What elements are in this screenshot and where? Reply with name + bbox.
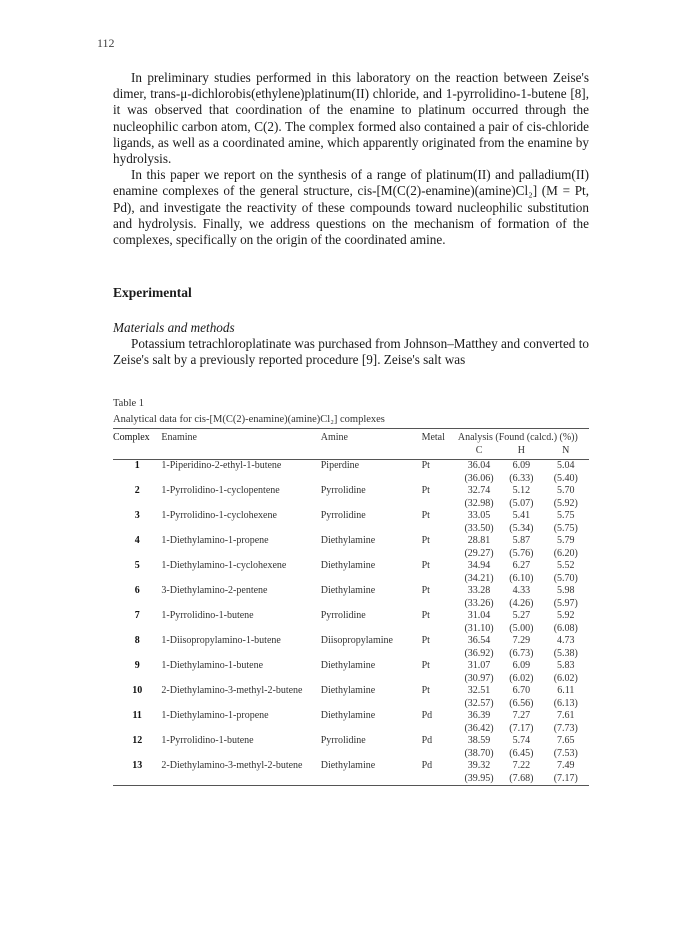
table-row-calculated	[113, 473, 589, 486]
nitrogen-calculated-cell: (6.02)	[553, 672, 578, 684]
carbon-found-cell: 36.04	[467, 460, 491, 471]
complex-number-cell: 11	[132, 710, 142, 721]
table-row-calculated	[113, 748, 589, 761]
table-row-calculated	[113, 773, 589, 786]
enamine-cell: 3-Diethylamino-2-pentene	[161, 585, 268, 596]
enamine-cell: 1-Pyrrolidino-1-cyclopentene	[161, 485, 280, 496]
empty-cell	[161, 648, 320, 661]
carbon-found-cell: 33.05	[467, 510, 491, 521]
empty-cell	[321, 623, 422, 636]
materials-paragraph: Potassium tetrachloroplatinate was purchased from Johnson–Matthey and converted to Zeise's salt by a previously reported procedure [9]. Zeise's salt was	[113, 336, 589, 368]
empty-cell	[321, 523, 422, 536]
hydrogen-found-cell: 5.41	[512, 510, 531, 521]
carbon-found-cell: 38.59	[467, 735, 491, 746]
nitrogen-found-cell: 5.79	[557, 535, 575, 546]
nitrogen-calculated-cell: (7.73)	[553, 722, 578, 734]
table-row	[113, 610, 589, 623]
materials-text	[113, 336, 589, 368]
nitrogen-found-cell: 5.70	[557, 485, 575, 496]
header-metal: Metal	[422, 429, 458, 446]
header-analysis: Analysis (Found (calcd.) (%))	[458, 429, 589, 446]
empty-cell	[161, 598, 320, 611]
amine-cell: Diethylamine	[320, 585, 376, 596]
table-row	[113, 535, 589, 548]
complex-number-cell: 6	[134, 585, 140, 596]
empty-cell	[113, 598, 161, 611]
table-row	[113, 485, 589, 498]
empty-cell	[422, 698, 458, 711]
nitrogen-calculated-cell: (5.97)	[553, 597, 578, 609]
empty-cell	[321, 673, 422, 686]
empty-cell	[113, 623, 161, 636]
complex-number-cell: 4	[134, 535, 140, 546]
empty-cell	[161, 523, 320, 536]
enamine-cell: 1-Diethylamino-1-butene	[161, 660, 264, 671]
metal-cell: Pt	[421, 610, 430, 621]
empty-cell	[161, 673, 320, 686]
hydrogen-found-cell: 5.74	[512, 735, 531, 746]
hydrogen-calculated-cell: (5.34)	[509, 522, 534, 534]
carbon-calculated-cell: (36.06)	[464, 472, 494, 484]
hydrogen-found-cell: 7.27	[512, 710, 531, 721]
hydrogen-calculated-cell: (7.68)	[500, 773, 542, 786]
empty-cell	[113, 548, 161, 561]
amine-cell: Diethylamine	[320, 710, 376, 721]
amine-cell: Diisopropylamine	[320, 635, 393, 646]
carbon-calculated-cell: (32.98)	[464, 497, 494, 509]
amine-cell: Diethylamine	[320, 760, 376, 771]
hydrogen-found-cell: 6.09	[512, 460, 531, 471]
empty-cell	[113, 523, 161, 536]
empty-cell	[321, 473, 422, 486]
subsection-heading-materials: Materials and methods	[113, 320, 235, 335]
table-row-calculated	[113, 623, 589, 636]
table-row-calculated	[113, 598, 589, 611]
page-number: 112	[97, 36, 115, 50]
nitrogen-found-cell: 5.92	[557, 610, 575, 621]
empty-cell	[113, 473, 161, 486]
empty-cell	[422, 523, 458, 536]
enamine-cell: 1-Diethylamino-1-propene	[161, 710, 269, 721]
empty-cell	[422, 673, 458, 686]
empty-cell	[422, 498, 458, 511]
hydrogen-calculated-cell: (6.33)	[509, 472, 534, 484]
nitrogen-calculated-cell: (5.70)	[553, 572, 578, 584]
table-row	[113, 510, 589, 523]
carbon-found-cell: 34.94	[467, 560, 491, 571]
metal-cell: Pt	[421, 560, 430, 571]
complex-number-cell: 9	[134, 660, 140, 671]
carbon-found-cell: 33.28	[467, 585, 491, 596]
empty-cell	[161, 548, 320, 561]
nitrogen-found-cell: 6.11	[557, 685, 575, 696]
table-row-calculated	[113, 548, 589, 561]
table-row-calculated	[113, 648, 589, 661]
empty-cell	[321, 748, 422, 761]
nitrogen-calculated-cell: (5.75)	[553, 522, 578, 534]
introduction-text	[113, 70, 589, 248]
amine-cell: Diethylamine	[320, 535, 376, 546]
complex-number-cell: 10	[132, 685, 143, 696]
empty-cell	[161, 623, 320, 636]
amine-cell: Pyrrolidine	[320, 610, 366, 621]
metal-cell: Pt	[421, 660, 430, 671]
nitrogen-calculated-cell: (7.53)	[553, 747, 578, 759]
nitrogen-calculated-cell: (5.38)	[553, 647, 578, 659]
nitrogen-calculated-cell: (6.20)	[553, 547, 578, 559]
empty-cell	[161, 723, 320, 736]
metal-cell: Pt	[421, 685, 430, 696]
table-row-calculated	[113, 698, 589, 711]
empty-cell	[113, 573, 161, 586]
hydrogen-calculated-cell: (6.45)	[509, 747, 534, 759]
empty-cell	[422, 598, 458, 611]
nitrogen-found-cell: 5.83	[557, 660, 575, 671]
complex-number-cell: 2	[134, 485, 140, 496]
carbon-found-cell: 39.32	[467, 760, 491, 771]
header-enamine: Enamine	[161, 429, 320, 446]
hydrogen-found-cell: 6.27	[512, 560, 531, 571]
empty-cell	[113, 773, 161, 786]
carbon-calculated-cell: (38.70)	[464, 747, 494, 759]
metal-cell: Pd	[421, 735, 433, 746]
header-h: H	[500, 445, 542, 460]
table-row-calculated	[113, 723, 589, 736]
empty-cell	[161, 698, 320, 711]
metal-cell: Pt	[421, 485, 430, 496]
carbon-calculated-cell: (31.10)	[464, 622, 494, 634]
table-body	[113, 460, 589, 786]
empty-cell	[422, 573, 458, 586]
hydrogen-found-cell: 7.22	[512, 760, 531, 771]
empty-cell	[422, 748, 458, 761]
empty-cell	[161, 498, 320, 511]
table-row	[113, 635, 589, 648]
empty-cell	[113, 498, 161, 511]
carbon-found-cell: 32.74	[467, 485, 491, 496]
hydrogen-calculated-cell: (6.10)	[509, 572, 534, 584]
metal-cell: Pd	[421, 760, 433, 771]
empty-cell	[113, 673, 161, 686]
amine-cell: Pyrrolidine	[320, 485, 366, 496]
header-n: N	[543, 445, 589, 460]
carbon-calculated-cell: (36.92)	[464, 647, 494, 659]
enamine-cell: 2-Diethylamino-3-methyl-2-butene	[161, 760, 303, 771]
hydrogen-calculated-cell: (6.02)	[509, 672, 534, 684]
complex-number-cell: 13	[132, 760, 143, 771]
header-complex: Complex	[113, 429, 161, 446]
amine-cell: Piperdine	[320, 460, 360, 471]
carbon-calculated-cell: (33.50)	[464, 522, 494, 534]
table-row	[113, 660, 589, 673]
metal-cell: Pt	[421, 635, 430, 646]
empty-cell	[161, 473, 320, 486]
enamine-cell: 1-Piperidino-2-ethyl-1-butene	[161, 460, 282, 471]
hydrogen-found-cell: 5.87	[512, 535, 531, 546]
nitrogen-found-cell: 7.49	[557, 760, 575, 771]
empty-cell	[422, 548, 458, 561]
empty-cell	[161, 748, 320, 761]
complex-number-cell: 7	[134, 610, 140, 621]
hydrogen-found-cell: 5.27	[512, 610, 531, 621]
nitrogen-calculated-cell: (5.92)	[553, 497, 578, 509]
hydrogen-calculated-cell: (6.56)	[509, 697, 534, 709]
analytical-data-table	[113, 428, 589, 786]
amine-cell: Diethylamine	[320, 685, 376, 696]
hydrogen-calculated-cell: (5.00)	[509, 622, 534, 634]
complex-number-cell: 12	[132, 735, 143, 746]
empty-cell	[321, 723, 422, 736]
enamine-cell: 1-Diethylamino-1-propene	[161, 535, 269, 546]
complex-number-cell: 3	[134, 510, 140, 521]
carbon-calculated-cell: (30.97)	[464, 672, 494, 684]
empty-cell	[321, 648, 422, 661]
hydrogen-found-cell: 4.33	[512, 585, 531, 596]
empty-cell	[113, 698, 161, 711]
carbon-found-cell: 36.39	[467, 710, 491, 721]
hydrogen-calculated-cell: (5.76)	[509, 547, 534, 559]
empty-cell	[161, 773, 320, 786]
hydrogen-found-cell: 6.70	[512, 685, 531, 696]
amine-cell: Pyrrolidine	[320, 510, 366, 521]
amine-cell: Diethylamine	[320, 560, 376, 571]
empty-cell	[422, 623, 458, 636]
nitrogen-calculated-cell: (6.13)	[553, 697, 578, 709]
header-amine: Amine	[321, 429, 422, 446]
intro-paragraph: In preliminary studies performed in this laboratory on the reaction between Zeise's dimer, trans-μ-dichlorobis(ethylene)platinum(II) chloride, and 1-pyrrolidino-1-butene [8], it was observed that coordination of the enamine to platinum occurred through the nucleophilic carbon atom, C(2). The complex formed also contained a pair of cis-chloride ligands, as well as a coordinated amine, which apparently originated from the enamine by hydrolysis.	[113, 70, 589, 167]
hydrogen-found-cell: 6.09	[512, 660, 531, 671]
table-row	[113, 685, 589, 698]
carbon-calculated-cell: (29.27)	[464, 547, 494, 559]
intro-paragraph: In this paper we report on the synthesis of a range of platinum(II) and palladium(II) enamine complexes of the general structure, cis-[M(C(2)-enamine)(amine)Cl₂] (M = Pt, Pd), and investigate the reactivity of these compounds toward nucleophilic substitution and hydrolysis. Finally, we address questions on the mechanism of formation of the complexes, specifically on the origin of the coordinated amine.	[113, 167, 589, 248]
hydrogen-found-cell: 7.29	[512, 635, 531, 646]
empty-cell	[113, 723, 161, 736]
table-row-calculated	[113, 573, 589, 586]
enamine-cell: 1-Pyrrolidino-1-butene	[161, 610, 254, 621]
table-row	[113, 585, 589, 598]
table-row-calculated	[113, 673, 589, 686]
carbon-calculated-cell: (39.95)	[458, 773, 500, 786]
carbon-calculated-cell: (36.42)	[464, 722, 494, 734]
table-label: Table 1	[113, 398, 145, 409]
empty-cell	[113, 648, 161, 661]
table-row	[113, 735, 589, 748]
complex-number-cell: 8	[134, 635, 140, 646]
table-row	[113, 460, 589, 473]
carbon-found-cell: 28.81	[467, 535, 491, 546]
carbon-found-cell: 31.07	[467, 660, 491, 671]
table-row	[113, 710, 589, 723]
empty-cell	[422, 473, 458, 486]
carbon-found-cell: 31.04	[467, 610, 491, 621]
enamine-cell: 1-Pyrrolidino-1-butene	[161, 735, 254, 746]
metal-cell: Pt	[421, 535, 430, 546]
nitrogen-found-cell: 7.65	[557, 735, 575, 746]
empty-cell	[321, 498, 422, 511]
empty-cell	[113, 748, 161, 761]
empty-cell	[321, 548, 422, 561]
metal-cell: Pt	[421, 460, 430, 471]
hydrogen-calculated-cell: (7.17)	[509, 722, 534, 734]
carbon-calculated-cell: (32.57)	[464, 697, 494, 709]
table-row	[113, 760, 589, 773]
complex-number-cell: 5	[134, 560, 140, 571]
carbon-calculated-cell: (34.21)	[464, 572, 494, 584]
carbon-found-cell: 32.51	[467, 685, 491, 696]
hydrogen-found-cell: 5.12	[512, 485, 531, 496]
nitrogen-found-cell: 5.04	[557, 460, 575, 471]
empty-cell	[422, 723, 458, 736]
empty-cell	[422, 648, 458, 661]
empty-cell	[321, 698, 422, 711]
empty-cell	[321, 573, 422, 586]
nitrogen-found-cell: 4.73	[557, 635, 575, 646]
table-row	[113, 560, 589, 573]
enamine-cell: 1-Diethylamino-1-cyclohexene	[161, 560, 287, 571]
nitrogen-calculated-cell: (7.17)	[543, 773, 589, 786]
amine-cell: Diethylamine	[320, 660, 376, 671]
nitrogen-found-cell: 5.75	[557, 510, 575, 521]
enamine-cell: 1-Pyrrolidino-1-cyclohexene	[161, 510, 277, 521]
nitrogen-found-cell: 7.61	[557, 710, 575, 721]
table-row-calculated	[113, 523, 589, 536]
hydrogen-calculated-cell: (4.26)	[509, 597, 534, 609]
empty-cell	[321, 598, 422, 611]
table-row-calculated	[113, 498, 589, 511]
enamine-cell: 1-Diisopropylamino-1-butene	[161, 635, 281, 646]
metal-cell: Pt	[421, 510, 430, 521]
nitrogen-calculated-cell: (5.40)	[553, 472, 578, 484]
enamine-cell: 2-Diethylamino-3-methyl-2-butene	[161, 685, 303, 696]
empty-cell	[422, 773, 458, 786]
section-heading-experimental: Experimental	[113, 285, 192, 300]
table-caption: Analytical data for cis-[M(C(2)-enamine)(amine)Cl₂] complexes	[113, 414, 385, 425]
hydrogen-calculated-cell: (5.07)	[509, 497, 534, 509]
carbon-found-cell: 36.54	[467, 635, 491, 646]
metal-cell: Pd	[421, 710, 433, 721]
carbon-calculated-cell: (33.26)	[464, 597, 494, 609]
nitrogen-found-cell: 5.98	[557, 585, 575, 596]
header-c: C	[458, 445, 500, 460]
empty-cell	[321, 773, 422, 786]
complex-number-cell: 1	[134, 460, 140, 471]
nitrogen-calculated-cell: (6.08)	[553, 622, 578, 634]
hydrogen-calculated-cell: (6.73)	[509, 647, 534, 659]
empty-cell	[161, 573, 320, 586]
nitrogen-found-cell: 5.52	[557, 560, 575, 571]
amine-cell: Pyrrolidine	[320, 735, 366, 746]
metal-cell: Pt	[421, 585, 430, 596]
